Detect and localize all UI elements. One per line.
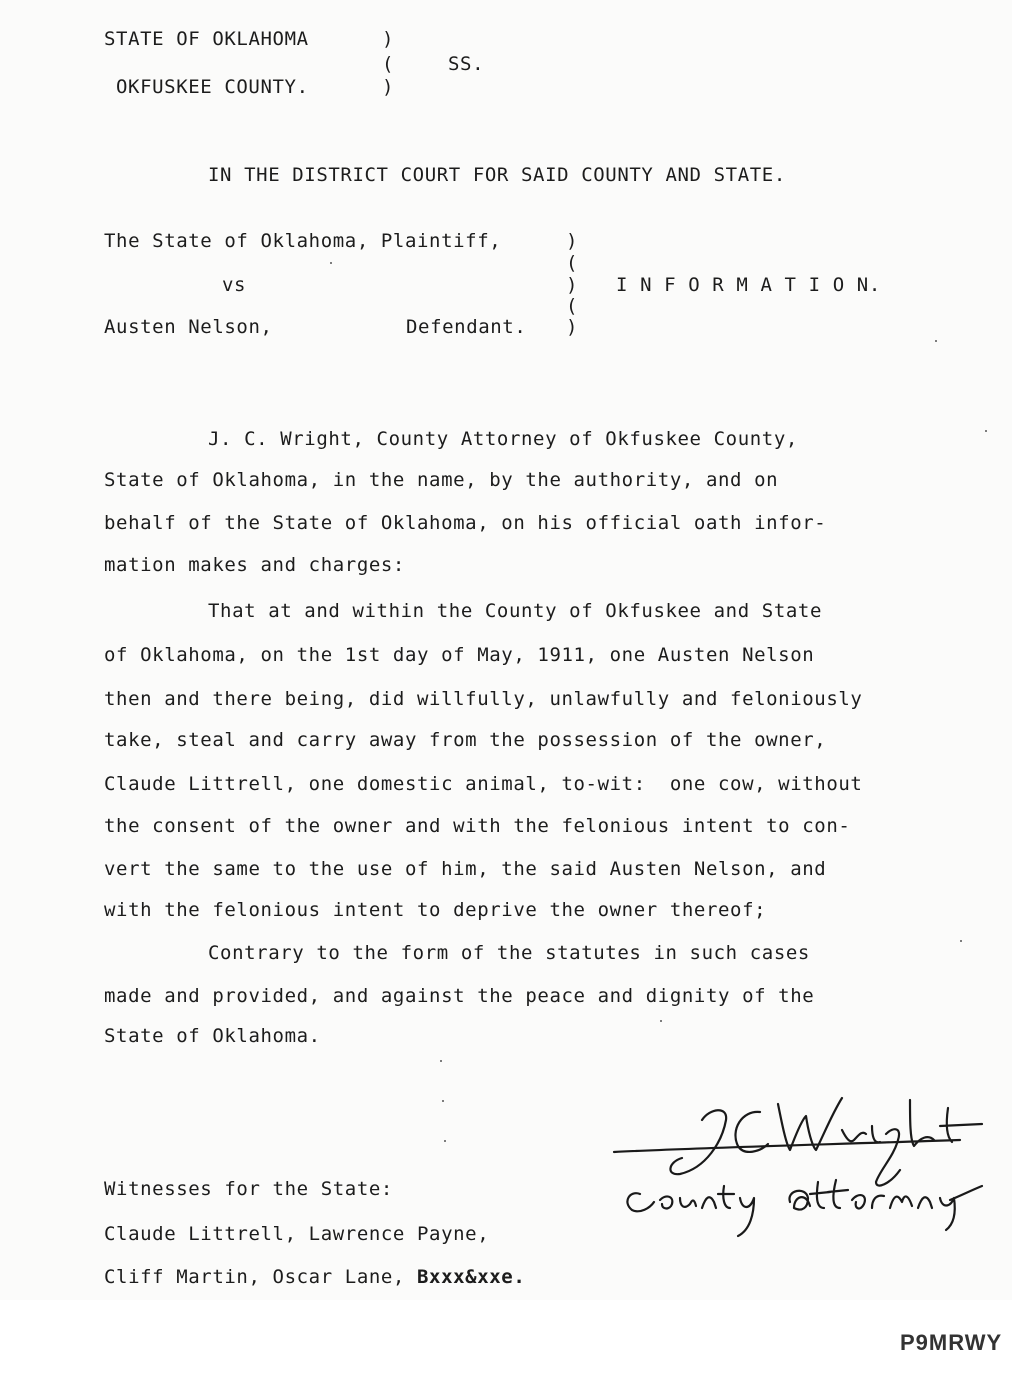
witnesses-heading: Witnesses for the State: (104, 1178, 393, 1200)
body-line: Claude Littrell, one domestic animal, to-wit: one cow, without (104, 773, 863, 795)
witness-names: Cliff Martin, Oscar Lane, (104, 1266, 418, 1288)
witness-line (104, 1268, 525, 1287)
parties-paren: ) (566, 274, 579, 296)
parties-paren: ) (566, 230, 579, 252)
scan-speck (440, 1060, 442, 1062)
body-line: the consent of the owner and with the felonious intent to con- (104, 815, 851, 837)
watermark-bar (0, 1300, 1012, 1390)
document-type: I N F O R M A T I O N. (616, 274, 881, 296)
body-line: State of Oklahoma. (104, 1025, 321, 1047)
scan-speck (444, 1140, 446, 1142)
caption-paren: ) (382, 28, 395, 50)
scan-speck (985, 430, 987, 432)
court-title: IN THE DISTRICT COURT FOR SAID COUNTY AND STATE. (208, 164, 786, 186)
stock-image-id: P9MRWY (900, 1330, 1003, 1355)
scan-speck (660, 1020, 662, 1022)
body-line: J. C. Wright, County Attorney of Okfuskee County, (208, 428, 798, 450)
body-line: mation makes and charges: (104, 554, 405, 576)
scan-speck (960, 940, 962, 942)
signature (610, 1090, 990, 1240)
parties-paren: ) (566, 316, 579, 338)
caption-paren: ( (382, 53, 395, 75)
body-line: State of Oklahoma, in the name, by the authority, and on (104, 469, 779, 491)
parties-paren: ( (566, 252, 579, 274)
parties-paren: ( (566, 295, 579, 317)
defendant-label: Defendant. (406, 316, 527, 338)
body-line: made and provided, and against the peace and dignity of the (104, 985, 815, 1007)
body-line: of Oklahoma, on the 1st day of May, 1911, one Austen Nelson (104, 644, 815, 666)
versus: vs (222, 274, 247, 296)
body-line: then and there being, did willfully, unlawfully and feloniously (104, 688, 863, 710)
defendant-name: Austen Nelson, (104, 316, 273, 338)
witness-line: Claude Littrell, Lawrence Payne, (104, 1223, 490, 1245)
body-line: Contrary to the form of the statutes in such cases (208, 942, 810, 964)
body-line: with the felonious intent to deprive the owner thereof; (104, 899, 767, 921)
body-line: That at and within the County of Okfuskee and State (208, 600, 822, 622)
scan-speck (442, 1100, 444, 1102)
scan-speck (330, 262, 332, 264)
caption-county: OKFUSKEE COUNTY. (116, 76, 309, 98)
plaintiff: The State of Oklahoma, Plaintiff, (104, 230, 502, 252)
caption-state: STATE OF OKLAHOMA (104, 28, 309, 50)
body-line: behalf of the State of Oklahoma, on his official oath infor- (104, 512, 827, 534)
body-line: take, steal and carry away from the possession of the owner, (104, 729, 827, 751)
scan-speck (935, 340, 937, 342)
struck-out-text: Bxxx&xxe. (417, 1266, 526, 1288)
caption-paren: ) (382, 76, 395, 98)
body-line: vert the same to the use of him, the said Austen Nelson, and (104, 858, 827, 880)
caption-ss: SS. (448, 53, 485, 75)
